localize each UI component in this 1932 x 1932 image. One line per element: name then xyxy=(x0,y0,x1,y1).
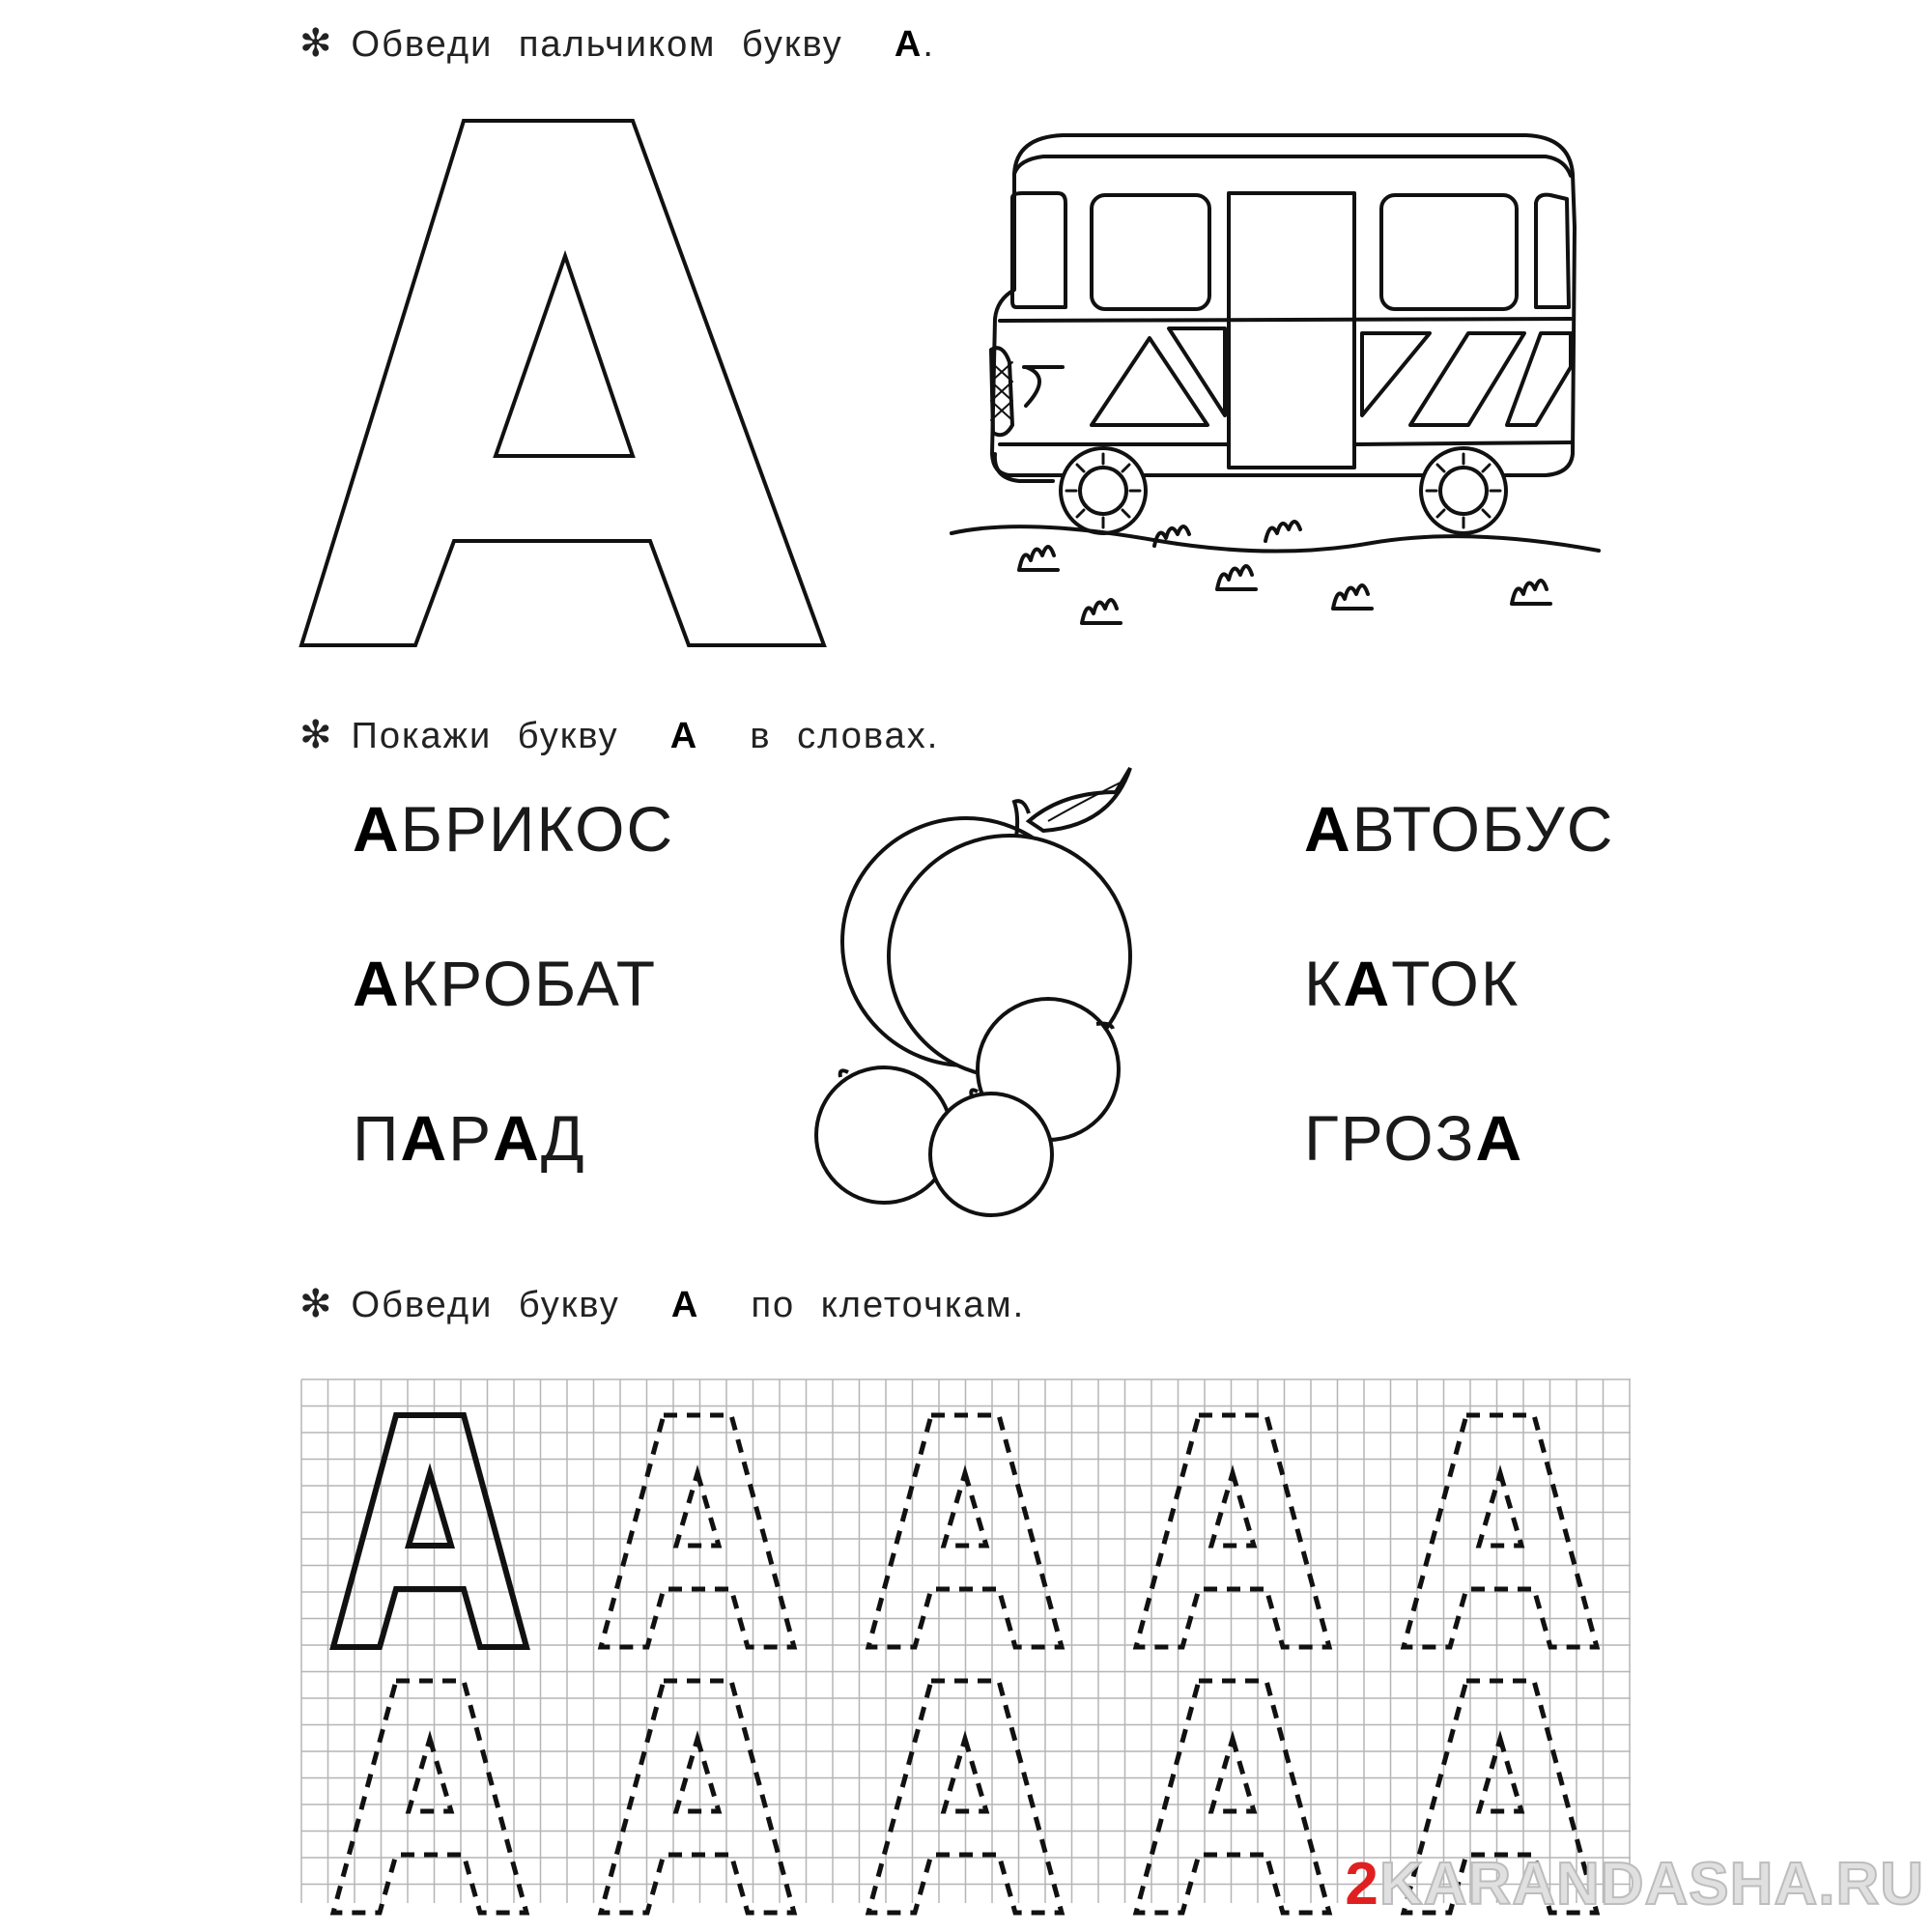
asterisk-icon: ✻ xyxy=(299,22,334,65)
instruction-letter: А xyxy=(670,1285,700,1325)
sample-letter-a-icon xyxy=(333,1415,526,1647)
word-part: К xyxy=(1304,948,1344,1019)
highlighted-letter: А xyxy=(400,1102,449,1174)
asterisk-icon: ✻ xyxy=(299,1283,334,1325)
watermark-prefix: 2 xyxy=(1345,1851,1379,1918)
highlighted-letter: А xyxy=(353,793,401,865)
word-part: П xyxy=(353,1102,401,1174)
highlighted-letter: А xyxy=(1304,793,1352,865)
word-part: ГРОЗ xyxy=(1304,1102,1476,1174)
word-part: БРИКОС xyxy=(400,793,675,865)
word-part: ВТОБУС xyxy=(1351,793,1615,865)
bus-icon xyxy=(952,135,1599,623)
instruction-letter: А xyxy=(669,716,699,756)
instruction-text-after: по клеточкам. xyxy=(751,1285,1026,1325)
highlighted-letter: А xyxy=(353,948,401,1019)
highlighted-letter: А xyxy=(1475,1102,1524,1174)
instruction-end: . xyxy=(923,24,935,65)
dashed-letter-a-icon xyxy=(333,1681,526,1913)
watermark-text: KARANDASHA.RU xyxy=(1378,1851,1924,1918)
word-part: КРОБАТ xyxy=(400,948,658,1019)
dashed-letter-a-icon xyxy=(601,1681,794,1913)
apricots-icon xyxy=(816,768,1130,1215)
instruction-text: Обведи букву xyxy=(351,1285,620,1325)
dashed-letter-a-icon xyxy=(1404,1415,1597,1647)
dashed-letter-a-icon xyxy=(601,1415,794,1647)
highlighted-letter: А xyxy=(1343,948,1392,1019)
site-watermark xyxy=(1345,1850,1924,1918)
instruction-text: Обведи пальчиком букву xyxy=(351,24,843,65)
highlighted-letter: А xyxy=(493,1102,541,1174)
word-part: ТОК xyxy=(1391,948,1520,1019)
word-part: Д xyxy=(540,1102,586,1174)
outline-letter-a-icon xyxy=(301,121,824,645)
asterisk-icon: ✻ xyxy=(299,714,334,756)
instruction-letter: А xyxy=(894,24,923,65)
dashed-letter-a-icon xyxy=(1136,1415,1329,1647)
instruction-text: Покажи букву xyxy=(351,716,619,756)
dashed-letter-a-icon xyxy=(1136,1681,1329,1913)
instruction-text-after: в словах. xyxy=(750,716,940,756)
word-part: Р xyxy=(448,1102,494,1174)
